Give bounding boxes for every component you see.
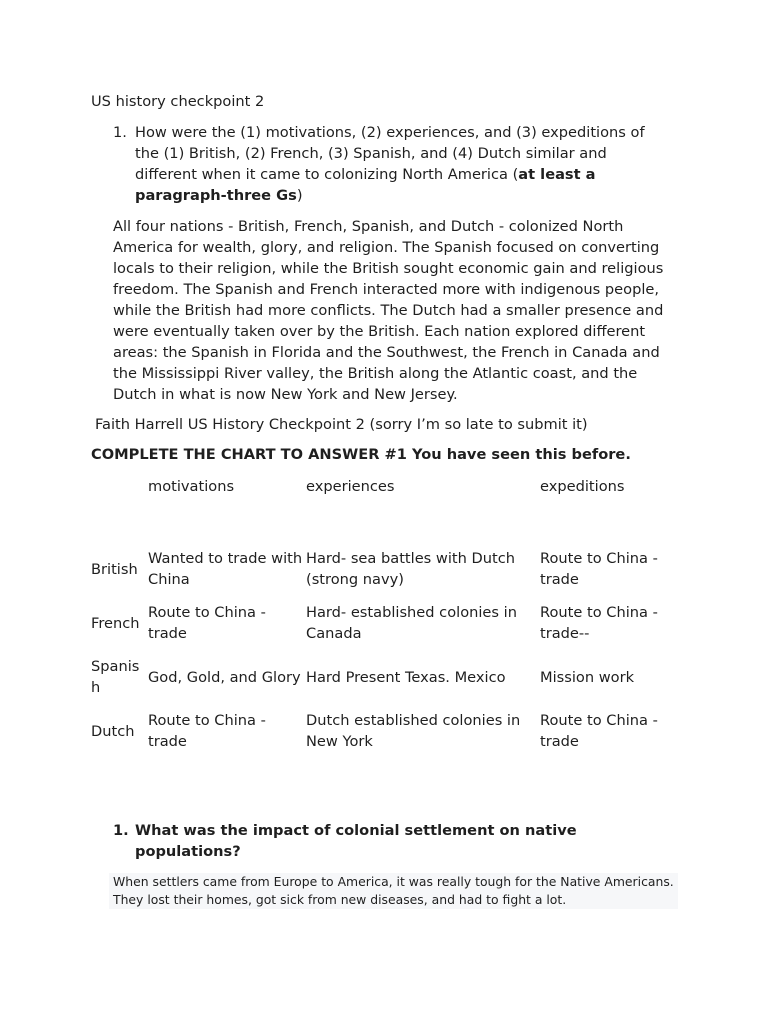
- chart-cell-experiences: Hard Present Texas. Mexico: [306, 668, 506, 686]
- chart-cell-motivations: God, Gold, and Glory: [148, 668, 301, 686]
- chart-cell-country: Dutch: [91, 722, 135, 740]
- chart-cell-expeditions: Route to China - trade: [540, 550, 658, 588]
- document-title: US history checkpoint 2: [91, 93, 265, 110]
- chart-row-dutch: [88, 704, 686, 758]
- chart-cell-country: French: [91, 614, 140, 632]
- chart-cell-experiences: Dutch established colonies in New York: [306, 712, 521, 750]
- question-2: [113, 820, 673, 862]
- chart-row-spanish: [88, 650, 686, 704]
- question-1-prompt: How were the (1) motivations, (2) experiences, and (3) expeditions of the (1) British, (2) French, (3) Spanish, and (4) Dutch similar and different when it came to colonizing North America (: [135, 124, 645, 183]
- chart-header-blank: [88, 476, 145, 542]
- question-2-number: 1.: [113, 822, 129, 839]
- chart-cell-expeditions: Route to China - trade--: [540, 604, 658, 642]
- chart-cell-expeditions: Mission work: [540, 668, 635, 686]
- chart-cell-motivations: Route to China - trade: [148, 712, 266, 750]
- chart-cell-country: British: [91, 560, 138, 578]
- question-1-number: 1.: [113, 124, 127, 141]
- chart-cell-experiences: Hard- sea battles with Dutch (strong navy): [306, 550, 516, 588]
- chart-row-british: [88, 542, 686, 596]
- chart-cell-motivations: Route to China - trade: [148, 604, 266, 642]
- chart-header-motivations: motivations: [148, 478, 235, 495]
- chart-cell-experiences: Hard- established colonies in Canada: [306, 604, 517, 642]
- question-1-closing: ): [296, 187, 303, 204]
- chart-cell-country: Spanish: [91, 658, 140, 696]
- question-1-emphasis: at least a paragraph-three Gs: [135, 166, 596, 204]
- answer-2-paragraph: When settlers came from Europe to America, it was really tough for the Native Americans. They lost their homes, got sick from new diseases, and had to fight a lot.: [109, 873, 678, 909]
- comparison-chart: [88, 476, 686, 758]
- chart-header-expeditions: expeditions: [540, 478, 625, 495]
- chart-header-row: [88, 476, 686, 542]
- student-byline: Faith Harrell US History Checkpoint 2 (sorry I’m so late to submit it): [95, 416, 588, 433]
- question-1-item: [113, 122, 673, 206]
- question-2-item: [113, 820, 673, 862]
- chart-cell-motivations: Wanted to trade with China: [148, 550, 303, 588]
- chart-heading: COMPLETE THE CHART TO ANSWER #1 You have seen this before.: [91, 446, 631, 463]
- chart-row-french: [88, 596, 686, 650]
- question-1: [113, 122, 673, 206]
- answer-1-paragraph: All four nations - British, French, Spanish, and Dutch - colonized North America for wealth, glory, and religion. The Spanish focused on converting locals to their religion, while the British sought economic gain and religious freedom. The Spanish and French interacted more with indigenous people, while the British had more conflicts. The Dutch had a smaller presence and were eventually taken over by the British. Each nation explored different areas: the Spanish in Florida and the Southwest, the French in Canada and the Mississippi River valley, the British along the Atlantic coast, and the Dutch in what is now New York and New Jersey.: [113, 218, 664, 403]
- chart-header-experiences: experiences: [306, 478, 395, 495]
- question-1-text: [135, 122, 673, 206]
- question-2-text: What was the impact of colonial settlement on native populations?: [135, 822, 577, 860]
- chart-cell-expeditions: Route to China - trade: [540, 712, 658, 750]
